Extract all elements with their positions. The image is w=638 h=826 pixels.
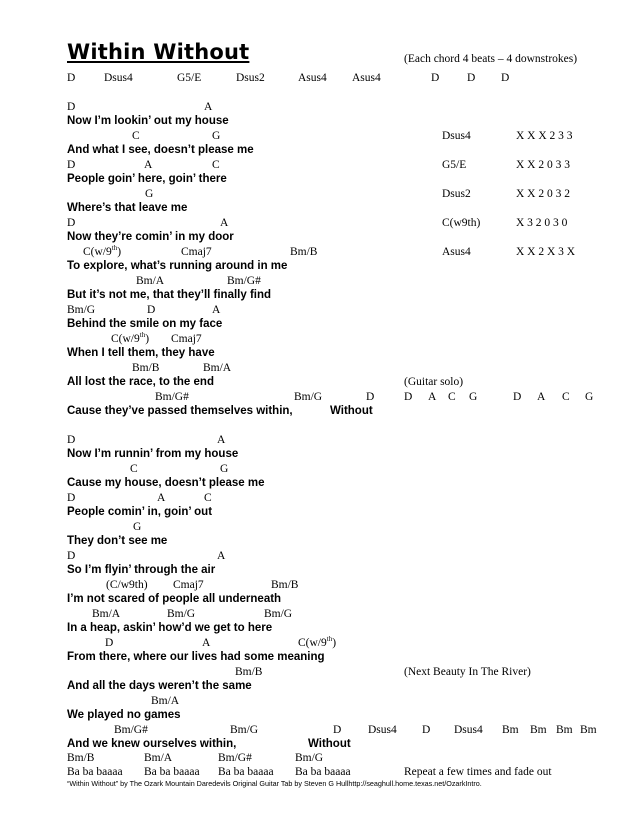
intro-chord: Dsus4 — [104, 72, 133, 84]
chord: D — [67, 550, 76, 562]
chord: D — [67, 101, 76, 113]
intro-chord: G5/E — [177, 72, 202, 84]
chord: C — [212, 159, 220, 171]
chord: G — [133, 521, 142, 533]
solo-chord: G — [585, 391, 594, 403]
lyric-line: And we knew ourselves within, — [67, 738, 237, 750]
chart-chord-name: Asus4 — [442, 246, 471, 258]
solo-chord: G — [469, 391, 478, 403]
next-song-note: (Next Beauty In The River) — [404, 666, 531, 678]
chord: G — [145, 188, 154, 200]
chord: A — [204, 101, 213, 113]
outro-note: Repeat a few times and fade out — [404, 766, 552, 778]
intro-chord: D — [501, 72, 510, 84]
chord: D — [105, 637, 114, 649]
ending-chord: Bm — [556, 724, 573, 736]
chord-superscript: th — [139, 331, 146, 339]
solo-chord: D — [404, 391, 413, 403]
chord: Bm/A — [203, 362, 232, 374]
chart-chord-name: Dsus2 — [442, 188, 471, 200]
chord: C — [130, 463, 138, 475]
ending-chord: Dsus4 — [368, 724, 397, 736]
outro-chord: Bm/G# — [218, 752, 252, 764]
chord: D — [67, 217, 76, 229]
chord: A — [144, 159, 153, 171]
chord-text: C(w/9 — [298, 637, 327, 649]
chord: Bm/G — [230, 724, 259, 736]
chord: D — [67, 434, 76, 446]
lyric-line: We played no games — [67, 709, 181, 721]
intro-chord: Asus4 — [352, 72, 381, 84]
chord: Bm/A — [92, 608, 121, 620]
ending-chord: Dsus4 — [454, 724, 483, 736]
solo-chord: A — [428, 391, 437, 403]
chord: G — [220, 463, 229, 475]
chord: Cmaj7 — [181, 246, 212, 258]
lyric-line: Where’s that leave me — [67, 202, 188, 214]
ending-chord: Bm — [580, 724, 597, 736]
outro-vocal: Ba ba baaaa — [218, 766, 274, 778]
intro-chord: Dsus2 — [236, 72, 265, 84]
solo-chord: C — [448, 391, 456, 403]
lyric-line: And what I see, doesn’t please me — [67, 144, 254, 156]
lyric-line: Cause my house, doesn’t please me — [67, 477, 265, 489]
song-title: Within Without — [67, 40, 250, 64]
chord-text: ) — [145, 333, 150, 345]
lyric-line: People comin’ in, goin’ out — [67, 506, 213, 518]
chord — [111, 333, 149, 346]
solo-chord: D — [513, 391, 522, 403]
chord: D — [333, 724, 342, 736]
chart-chord-fingering: X X 2 0 3 2 — [516, 188, 570, 200]
chord: Bm/A — [151, 695, 180, 707]
chord: D — [67, 492, 76, 504]
lyric-line: Now they’re comin’ in my door — [67, 231, 234, 243]
lyric-line: They don’t see me — [67, 535, 168, 547]
chart-chord-fingering: X 3 2 0 3 0 — [516, 217, 568, 229]
chord: Bm/B — [132, 362, 160, 374]
chord: D — [67, 159, 76, 171]
lyric-line: And all the days weren’t the same — [67, 680, 252, 692]
chord: A — [217, 550, 226, 562]
intro-chord: Asus4 — [298, 72, 327, 84]
chord-superscript: th — [111, 244, 118, 252]
intro-chord: D — [467, 72, 476, 84]
lyric-line: People goin’ here, goin’ there — [67, 173, 227, 185]
chord: Bm/G# — [227, 275, 261, 287]
chord: Bm/B — [235, 666, 263, 678]
chord: A — [157, 492, 166, 504]
chord: C — [132, 130, 140, 142]
outro-vocal: Ba ba baaaa — [144, 766, 200, 778]
chord: Bm/G — [294, 391, 323, 403]
chord: Bm/B — [271, 579, 299, 591]
lyric-line: But it’s not me, that they’ll finally find — [67, 289, 272, 301]
lyric-line: All lost the race, to the end — [67, 376, 214, 388]
chart-chord-name: Dsus4 — [442, 130, 471, 142]
chord: Bm/G — [264, 608, 293, 620]
chord: A — [217, 434, 226, 446]
lyric-line: When I tell them, they have — [67, 347, 215, 359]
chart-chord-name: C(w9th) — [442, 217, 481, 229]
chord: Bm/B — [290, 246, 318, 258]
chart-chord-name: G5/E — [442, 159, 467, 171]
guitar-solo-label: (Guitar solo) — [404, 376, 464, 388]
ending-chord: D — [422, 724, 431, 736]
chart-chord-fingering: X X 2 0 3 3 — [516, 159, 570, 171]
outro-chord: Bm/A — [144, 752, 173, 764]
chord: A — [202, 637, 211, 649]
page-footer: “Within Without” by The Ozark Mountain Daredevils Original Guitar Tab by Steven G Hullhttp://seaghull.home.texas.net/OzarkIntro. — [67, 779, 482, 788]
chord: G — [212, 130, 221, 142]
chord: Bm/G — [67, 304, 96, 316]
lyric-line: So I’m flyin’ through the air — [67, 564, 216, 576]
outro-vocal: Ba ba baaaa — [67, 766, 123, 778]
chord: (C/w9th) — [106, 579, 148, 591]
ending-chord: Bm — [530, 724, 547, 736]
chord — [83, 246, 121, 259]
chord: A — [220, 217, 229, 229]
lyric-line: I’m not scared of people all underneath — [67, 593, 282, 605]
lyric-word: Without — [330, 405, 373, 417]
chord: Bm/G — [167, 608, 196, 620]
chord: D — [366, 391, 375, 403]
chord: Cmaj7 — [173, 579, 204, 591]
intro-chord: D — [67, 72, 76, 84]
strum-note: (Each chord 4 beats – 4 downstrokes) — [404, 53, 578, 65]
chord: Cmaj7 — [171, 333, 202, 345]
chord-text: ) — [332, 637, 337, 649]
lyric-line: Cause they’ve passed themselves within, — [67, 405, 293, 417]
chord-text: ) — [117, 246, 122, 258]
chord: Bm/G# — [114, 724, 148, 736]
lyric-line: Behind the smile on my face — [67, 318, 223, 330]
chord: Bm/A — [136, 275, 165, 287]
lyric-line: To explore, what’s running around in me — [67, 260, 288, 272]
lyric-word: Without — [308, 738, 351, 750]
intro-chord: D — [431, 72, 440, 84]
lyric-line: In a heap, askin’ how’d we get to here — [67, 622, 273, 634]
chart-chord-fingering: X X 2 X 3 X — [516, 246, 576, 258]
solo-chord: A — [537, 391, 546, 403]
chord: Bm/G# — [155, 391, 189, 403]
outro-vocal: Ba ba baaaa — [295, 766, 351, 778]
chord-text: C(w/9 — [111, 333, 140, 345]
solo-chord: C — [562, 391, 570, 403]
chord: C — [204, 492, 212, 504]
chord: D — [147, 304, 156, 316]
chord-superscript: th — [326, 635, 333, 643]
chord: A — [212, 304, 221, 316]
outro-chord: Bm/B — [67, 752, 95, 764]
chord-text: C(w/9 — [83, 246, 112, 258]
chart-chord-fingering: X X X 2 3 3 — [516, 130, 573, 142]
lyric-line: Now I’m lookin’ out my house — [67, 115, 229, 127]
chord — [298, 637, 336, 650]
ending-chord: Bm — [502, 724, 519, 736]
outro-chord: Bm/G — [295, 752, 324, 764]
lyric-line: Now I’m runnin’ from my house — [67, 448, 239, 460]
lyric-line: From there, where our lives had some meaning — [67, 651, 325, 663]
